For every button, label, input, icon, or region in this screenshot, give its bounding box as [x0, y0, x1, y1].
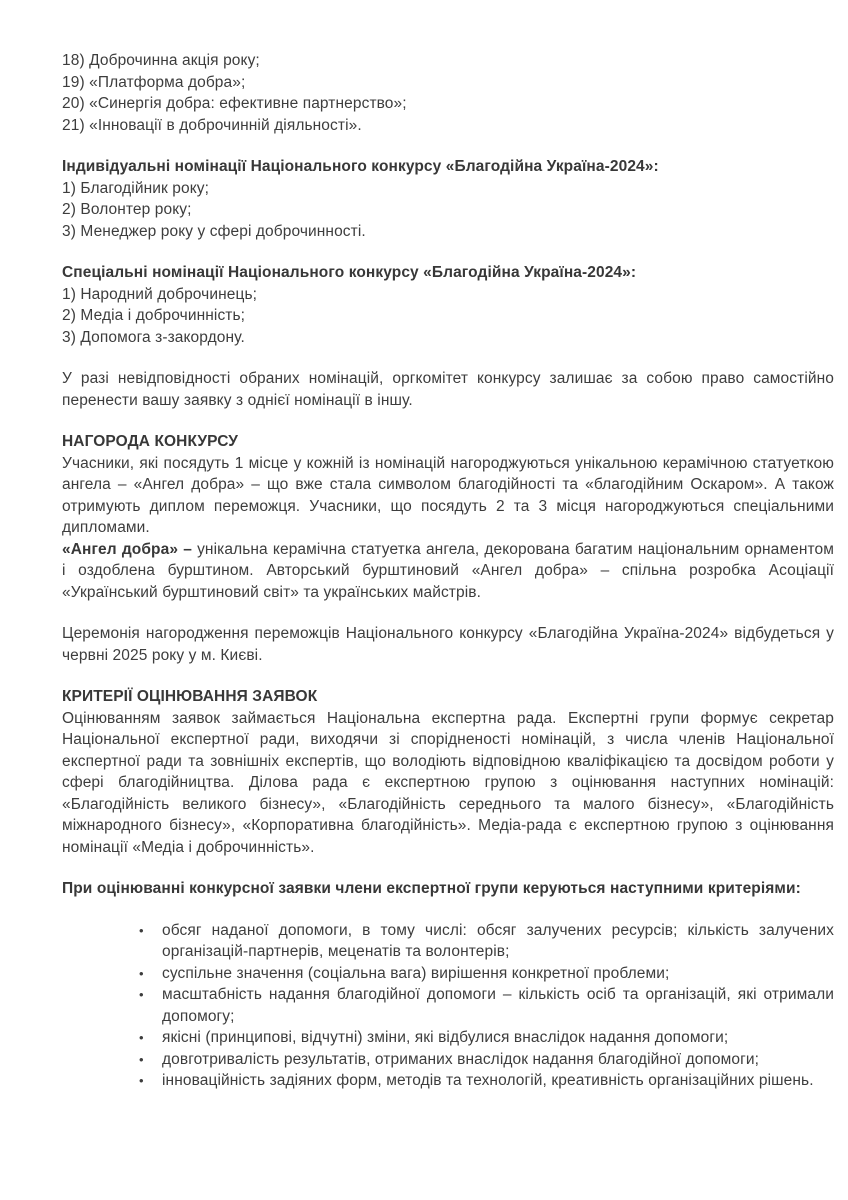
special-item-2: 2) Медіа і доброчинність;: [62, 307, 246, 324]
criteria-bullet-text: обсяг наданої допомоги, в тому числі: обсяг залучених ресурсів; кількість залучених організацій-партнерів, меценатів та волонтерів;: [162, 921, 834, 960]
individual-item-1: 1) Благодійник року;: [62, 179, 210, 197]
criteria-paragraph: Оцінюванням заявок займається Національна експертна рада. Експертні групи формує секретар Національної експертної ради, виходячи зі спорідненості номінацій, з числа членів Національної експертної ради та зовнішніх експертів, що володіють відповідною кваліфікацією та досвідом роботи у сфері благодійництва. Ділова рада є експертною групою з оцінювання наступних номінацій: «Благодійність великого бізнесу», «Благодійність середнього та малого бізнесу», «Благодійність міжнародного бізнесу», «Корпоративна благодійність». Медіа-рада є експертною групою з оцінювання номінації «Медіа і доброчинність».: [62, 709, 834, 856]
criteria-bullet-text: масштабність надання благодійної допомоги – кількість осіб та організацій, які отримали допомогу;: [162, 986, 834, 1025]
bullet-icon: •: [139, 987, 144, 1002]
angel-dobra-description: унікальна керамічна статуетка ангела, декорована багатим національним орнаментом і оздоблена бурштином. Авторський бурштиновий «Ангел добра» – спільна розробка Асоціації «Український бурштиновий світ» та українських майстрів.: [62, 540, 834, 601]
angel-dobra-paragraph: [62, 539, 834, 604]
criteria-bullet-6: [139, 1070, 834, 1092]
nomination-item-18: 18) Доброчинна акція року;: [62, 52, 260, 69]
bullet-icon: •: [139, 922, 144, 938]
individual-item-3: 3) Менеджер року у сфері доброчинності.: [62, 222, 366, 240]
criteria-bullet-list: [62, 920, 834, 1092]
criteria-bullet-4: [139, 1027, 834, 1049]
nomination-item-19: 19) «Платформа добра»;: [62, 73, 246, 91]
criteria-list-heading: При оцінюванні конкурсної заявки члени експертної групи керуються наступними критеріями:: [62, 880, 801, 897]
special-item-3: 3) Допомога з-закордону.: [62, 328, 245, 346]
nomination-item-20: 20) «Синергія добра: ефективне партнерство»;: [62, 95, 407, 112]
criteria-bullet-text: суспільне значення (соціальна вага) вирішення конкретної проблеми;: [162, 964, 670, 982]
bullet-icon: •: [139, 1051, 144, 1067]
bullet-icon: •: [139, 1030, 144, 1045]
criteria-bullet-1: [139, 920, 834, 963]
special-item-1: 1) Народний доброчинець;: [62, 285, 258, 303]
bullet-icon: •: [139, 965, 144, 981]
criteria-bullet-2: [139, 963, 834, 985]
nominations-list-continued: [62, 50, 834, 136]
criteria-bullet-text: якісні (принципові, відчутні) зміни, які відбулися внаслідок надання допомоги;: [162, 1029, 729, 1046]
individual-nominations-list: [62, 178, 834, 243]
award-section-heading: НАГОРОДА КОНКУРСУ: [62, 433, 239, 450]
criteria-bullet-text: довготривалість результатів, отриманих внаслідок надання благодійної допомоги;: [162, 1050, 760, 1068]
individual-nominations-heading: Індивідуальні номінації Національного конкурсу «Благодійна Україна-2024»:: [62, 158, 659, 175]
special-nominations-list: [62, 284, 834, 349]
criteria-section-heading: КРИТЕРІЇ ОЦІНЮВАННЯ ЗАЯВОК: [62, 688, 318, 705]
transfer-note-paragraph: У разі невідповідності обраних номінацій, оргкомітет конкурсу залишає за собою право самостійно перенести вашу заявку з однієї номінації в іншу.: [62, 370, 834, 409]
criteria-bullet-5: [139, 1049, 834, 1071]
ceremony-paragraph: Церемонія нагородження переможців Національного конкурсу «Благодійна Україна-2024» відбудеться у червні 2025 року у м. Києві.: [62, 625, 834, 664]
angel-dobra-lead: «Ангел добра» –: [62, 540, 198, 558]
criteria-bullet-3: [139, 984, 834, 1027]
bullet-icon: •: [139, 1073, 144, 1088]
award-paragraph: Учасники, які посядуть 1 місце у кожній із номінацій нагороджуються унікальною керамічною статуеткою ангела – «Ангел добра» – що вже стала символом благодійності та «благодійним Оскаром». А також отримують диплом переможця. Учасники, що посядуть 2 та 3 місця нагороджуються спеціальними дипломами.: [62, 454, 834, 536]
special-nominations-heading: Спеціальні номінації Національного конкурсу «Благодійна Україна-2024»:: [62, 264, 637, 281]
nomination-item-21: 21) «Інновації в доброчинній діяльності».: [62, 116, 362, 134]
criteria-bullet-text: інноваційність задіяних форм, методів та технологій, креативність організаційних рішень.: [162, 1072, 814, 1089]
individual-item-2: 2) Волонтер року;: [62, 201, 192, 218]
